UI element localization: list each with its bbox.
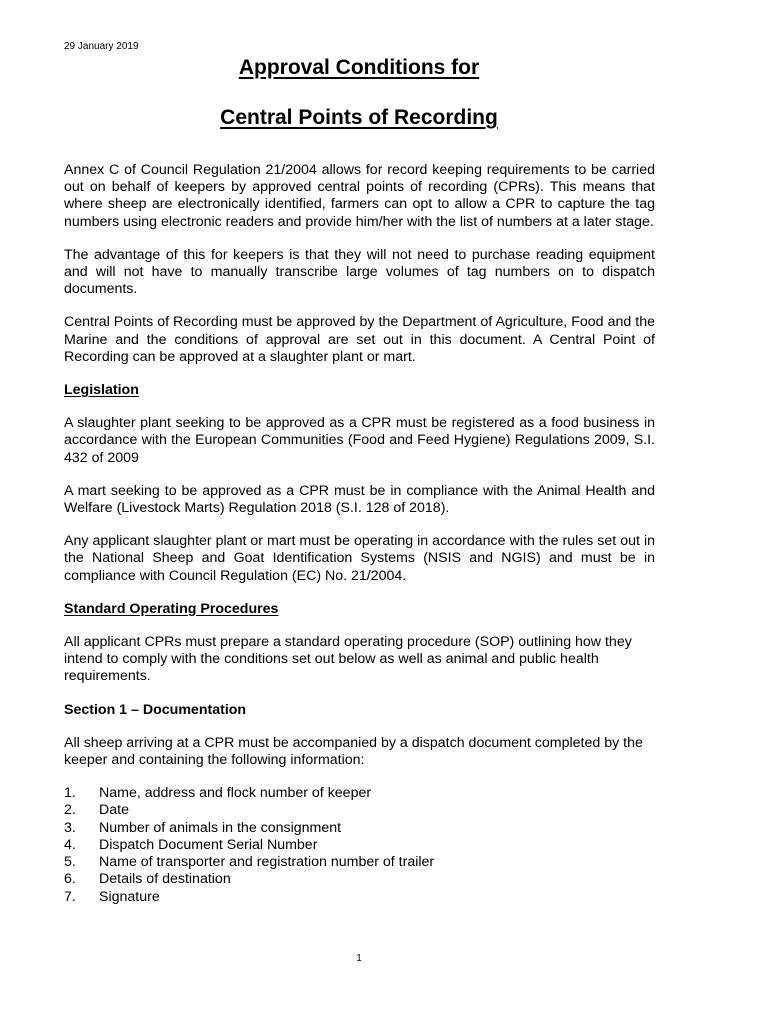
list-item <box>64 820 655 837</box>
document-body <box>64 162 655 906</box>
document-date: 29 January 2019 <box>64 41 139 52</box>
list-item <box>64 854 655 871</box>
list-item <box>64 837 655 854</box>
list-item-text: Name, address and flock number of keeper <box>99 785 372 802</box>
dispatch-info-list <box>64 785 655 905</box>
list-item-number: 2. <box>64 802 76 819</box>
section-1-paragraph: All sheep arriving at a CPR must be accompanied by a dispatch document completed by the keeper and containing the following information: <box>64 734 643 769</box>
list-item-text: Dispatch Document Serial Number <box>99 836 318 853</box>
list-item-number: 7. <box>64 888 76 905</box>
intro-paragraph-3: Central Points of Recording must be approved by the Department of Agriculture, Food and the Marine and the conditions of approval are set out in this document. A Central Point of Recording can be approved at a slaughter plant or mart. <box>64 314 655 365</box>
list-item-number: 3. <box>64 819 76 836</box>
list-item <box>64 802 655 819</box>
list-item <box>64 889 655 906</box>
legislation-paragraph-3: Any applicant slaughter plant or mart must be operating in accordance with the rules set out in the National Sheep and Goat Identification Systems (NSIS and NGIS) and must be in compliance with Council Regulation (EC) No. 21/2004. <box>64 533 655 584</box>
list-item-number: 1. <box>64 785 76 802</box>
legislation-heading: Legislation <box>64 382 139 399</box>
document-title-line-2: Central Points of Recording <box>220 106 498 129</box>
list-item <box>64 785 655 802</box>
list-item-text: Number of animals in the consignment <box>99 819 342 836</box>
sop-heading: Standard Operating Procedures <box>64 600 279 617</box>
intro-paragraph-1: Annex C of Council Regulation 21/2004 allows for record keeping requirements to be carried out on behalf of keepers by approved central points of recording (CPRs). This means that where sheep are electronically identified, farmers can opt to allow a CPR to capture the tag numbers using electronic readers and provide him/her with the list of numbers at a later stage. <box>64 162 655 230</box>
list-item-number: 4. <box>64 836 76 853</box>
sop-paragraph: All applicant CPRs must prepare a standard operating procedure (SOP) outlining how they intend to comply with the conditions set out below as well as animal and public health requirements. <box>64 634 632 685</box>
list-item-text: Name of transporter and registration number of trailer <box>99 854 435 871</box>
list-item-number: 6. <box>64 871 76 888</box>
intro-paragraph-2: The advantage of this for keepers is that they will not need to purchase reading equipment and will not have to manually transcribe large volumes of tag numbers on to dispatch documents. <box>64 246 655 298</box>
list-item <box>64 871 655 888</box>
page-number: 1 <box>356 953 362 964</box>
list-item-text: Date <box>99 802 129 819</box>
legislation-paragraph-1: A slaughter plant seeking to be approved as a CPR must be registered as a food business in accordance with the European Communities (Food and Feed Hygiene) Regulations 2009, S.I. 432 of 2009 <box>64 415 655 466</box>
document-title-line-1: Approval Conditions for <box>238 56 480 79</box>
section-1-heading: Section 1 – Documentation <box>64 701 247 718</box>
legislation-paragraph-2: A mart seeking to be approved as a CPR must be in compliance with the Animal Health and Welfare (Livestock Marts) Regulation 2018 (S.I. 128 of 2018). <box>64 482 655 517</box>
list-item-text: Details of destination <box>99 871 231 888</box>
list-item-number: 5. <box>64 854 76 871</box>
list-item-text: Signature <box>99 888 160 905</box>
